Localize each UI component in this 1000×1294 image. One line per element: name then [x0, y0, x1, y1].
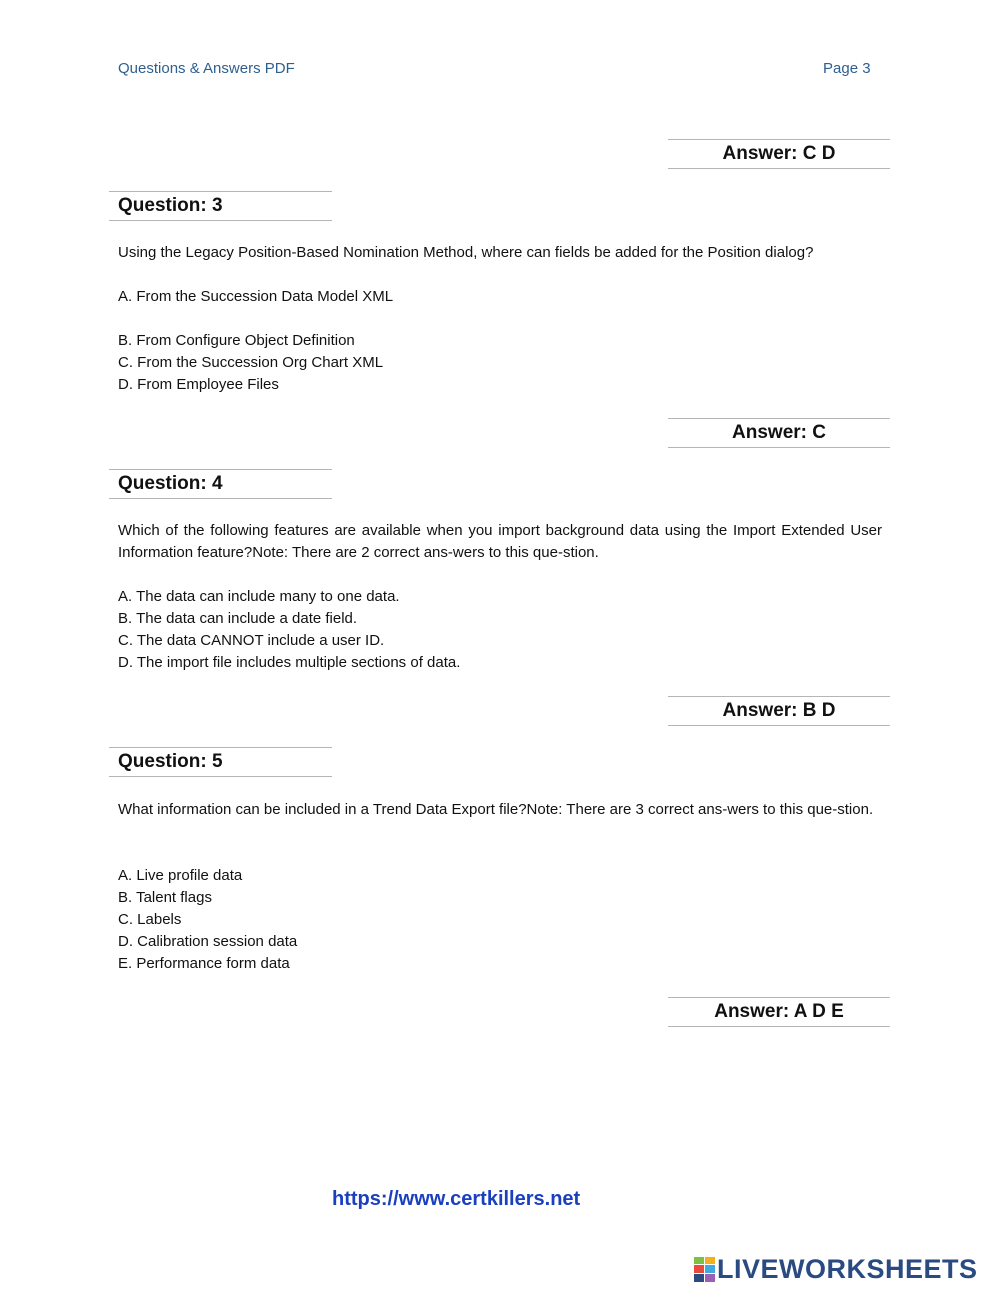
brand-name: LIVEWORKSHEETS	[717, 1253, 978, 1284]
question-5-option-e: E. Performance form data	[118, 955, 290, 972]
liveworksheets-logo-icon	[693, 1256, 715, 1282]
question-5-option-d: D. Calibration session data	[118, 933, 298, 950]
question-4-option-d: D. The import file includes multiple sections of data.	[118, 654, 461, 671]
question-5-option-a: A. Live profile data	[118, 867, 243, 884]
footer-url-link[interactable]: https://www.certkillers.net	[332, 1188, 581, 1210]
header-title: Questions & Answers PDF	[118, 60, 295, 77]
question-4-answer: Answer: B D	[668, 696, 890, 726]
question-title-text: Question: 5	[118, 751, 223, 772]
question-5-title	[109, 747, 332, 777]
question-3-stem: Using the Legacy Position-Based Nomination Method, where can fields be added for the Position dialog?	[118, 244, 814, 261]
question-3-title	[109, 191, 332, 221]
question-5-option-b: B. Talent flags	[118, 889, 212, 906]
question-4-option-c: C. The data CANNOT include a user ID.	[118, 632, 385, 649]
question-5-option-c: C. Labels	[118, 911, 182, 928]
question-title-text: Question: 3	[118, 195, 223, 216]
liveworksheets-brand[interactable]	[693, 1254, 978, 1284]
question-4-option-b: B. The data can include a date field.	[118, 610, 358, 627]
question-4-stem: Which of the following features are available when you import background data using the Import Extended User Information feature?Note: There are 2 correct ans-wers to this que-stion.	[118, 522, 882, 561]
question-3-option-b: B. From Configure Object Definition	[118, 332, 355, 349]
question-5-stem: What information can be included in a Trend Data Export file?Note: There are 3 correct ans-wers to this que-stion.	[118, 801, 874, 818]
question-3-answer: Answer: C	[668, 418, 890, 448]
question-4-option-a: A. The data can include many to one data.	[118, 588, 400, 605]
question-title-text: Question: 4	[118, 473, 223, 494]
question-3-option-d: D. From Employee Files	[118, 376, 279, 393]
question-5-answer: Answer: A D E	[668, 997, 890, 1027]
previous-answer: Answer: C D	[668, 139, 890, 169]
question-4-title	[109, 469, 332, 499]
question-3-option-a: A. From the Succession Data Model XML	[118, 288, 394, 305]
question-3-option-c: C. From the Succession Org Chart XML	[118, 354, 384, 371]
page-number: Page 3	[823, 60, 871, 77]
